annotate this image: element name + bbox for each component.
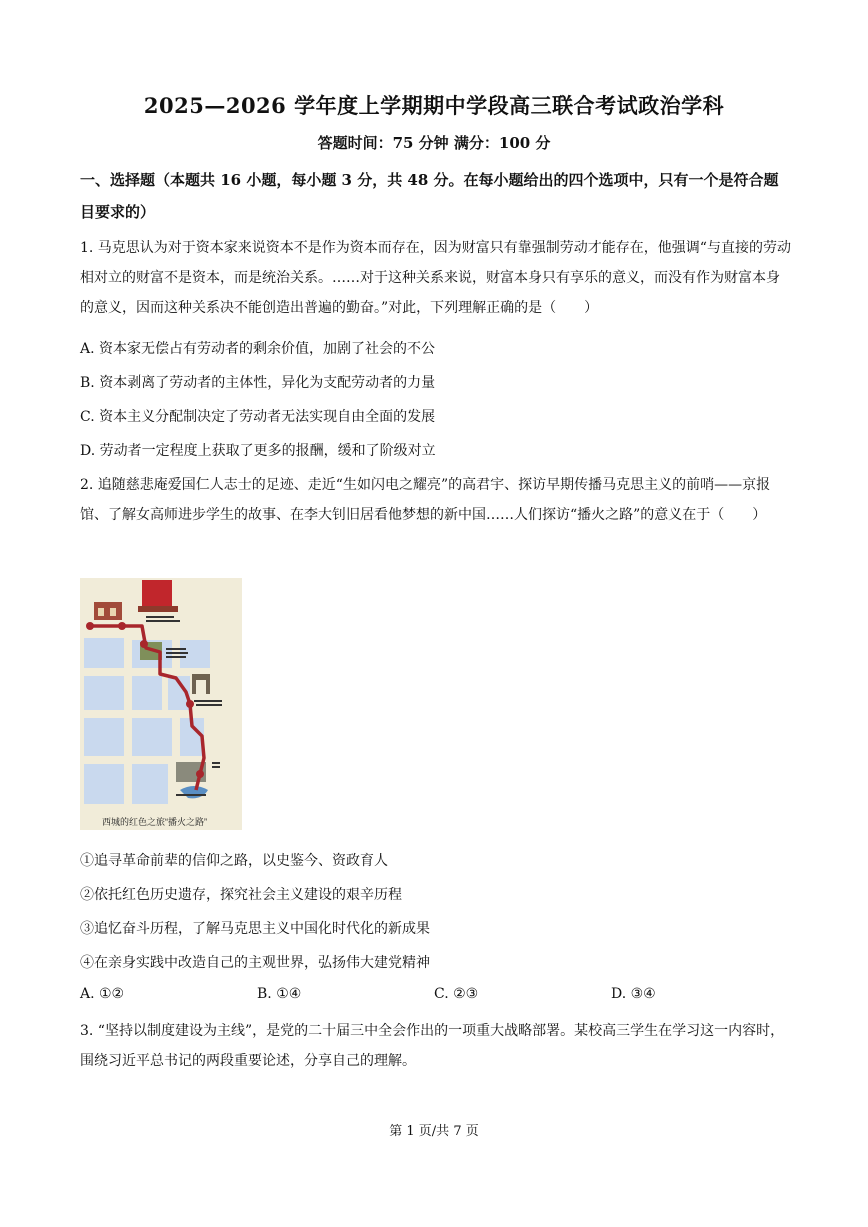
question-3-stem: 3. “坚持以制度建设为主线”，是党的二十届三中全会作出的一项重大战略部署。某校高三学生在学习这一内容时，围绕习近平总书记的两段重要论述，分享自己的理解。 (80, 1023, 785, 1069)
question-2-statement-4: ④在亲身实践中改造自己的主观世界，弘扬伟大建党精神 (80, 955, 430, 971)
question-2-statement-3: ③追忆奋斗历程，了解马克思主义中国化时代化的新成果 (80, 921, 430, 937)
question-2-statement-1: ①追寻革命前辈的信仰之路，以史鉴今、资政育人 (80, 853, 388, 869)
question-1-option-a: A. 资本家无偿占有劳动者的剩余价值，加剧了社会的不公 (80, 341, 436, 357)
route-map-image (80, 578, 242, 830)
question-2-options (80, 986, 792, 1006)
question-2-statement-2: ②依托红色历史遗存，探究社会主义建设的艰辛历程 (80, 887, 402, 903)
flag-icon (142, 580, 172, 608)
question-2-option-a: A. ①② (80, 986, 125, 1002)
question-1-stem: 1. 马克思认为对于资本家来说资本不是作为资本而存在，因为财富只有靠强制劳动才能存在，他强调“与直接的劳动相对立的财富不是资本，而是统治关系。……对于这种关系来说，财富本身只有享乐的意义，而没有作为财富本身的意义，因而这种关系决不能创造出普遍的勤奋。”对此，下列理解正确的是（ ） (80, 240, 791, 316)
question-1-option-b: B. 资本剥离了劳动者的主体性，异化为支配劳动者的力量 (80, 375, 436, 391)
question-2-stem: 2. 追随慈悲庵爱国仁人志士的足迹、走近“生如闪电之耀亮”的高君宇、探访早期传播马克思主义的前哨——京报馆、了解女高师进步学生的故事、在李大钊旧居看他梦想的新中国……人们探访“播火之路”的意义在于（ ） (80, 477, 771, 523)
question-1-option-c: C. 资本主义分配制决定了劳动者无法实现自由全面的发展 (80, 409, 436, 425)
page-footer: 第 1 页/共 7 页 (389, 1124, 479, 1139)
question-2-option-d: D. ③④ (611, 986, 656, 1002)
section-heading: 一、选择题（本题共 16 小题，每小题 3 分，共 48 分。在每小题给出的四个选项中，只有一个是符合题目要求的） (80, 171, 779, 221)
question-1-option-d: D. 劳动者一定程度上获取了更多的报酬，缓和了阶级对立 (80, 443, 436, 459)
page-title: 2025—2026 学年度上学期期中学段高三联合考试政治学科 (143, 93, 725, 118)
map-caption: 西城的红色之旅“播火之路” (102, 817, 207, 827)
question-2-option-c: C. ②③ (434, 986, 479, 1002)
exam-info: 答题时间：75 分钟 满分：100 分 (317, 134, 551, 152)
question-2-option-b: B. ①④ (257, 986, 302, 1002)
